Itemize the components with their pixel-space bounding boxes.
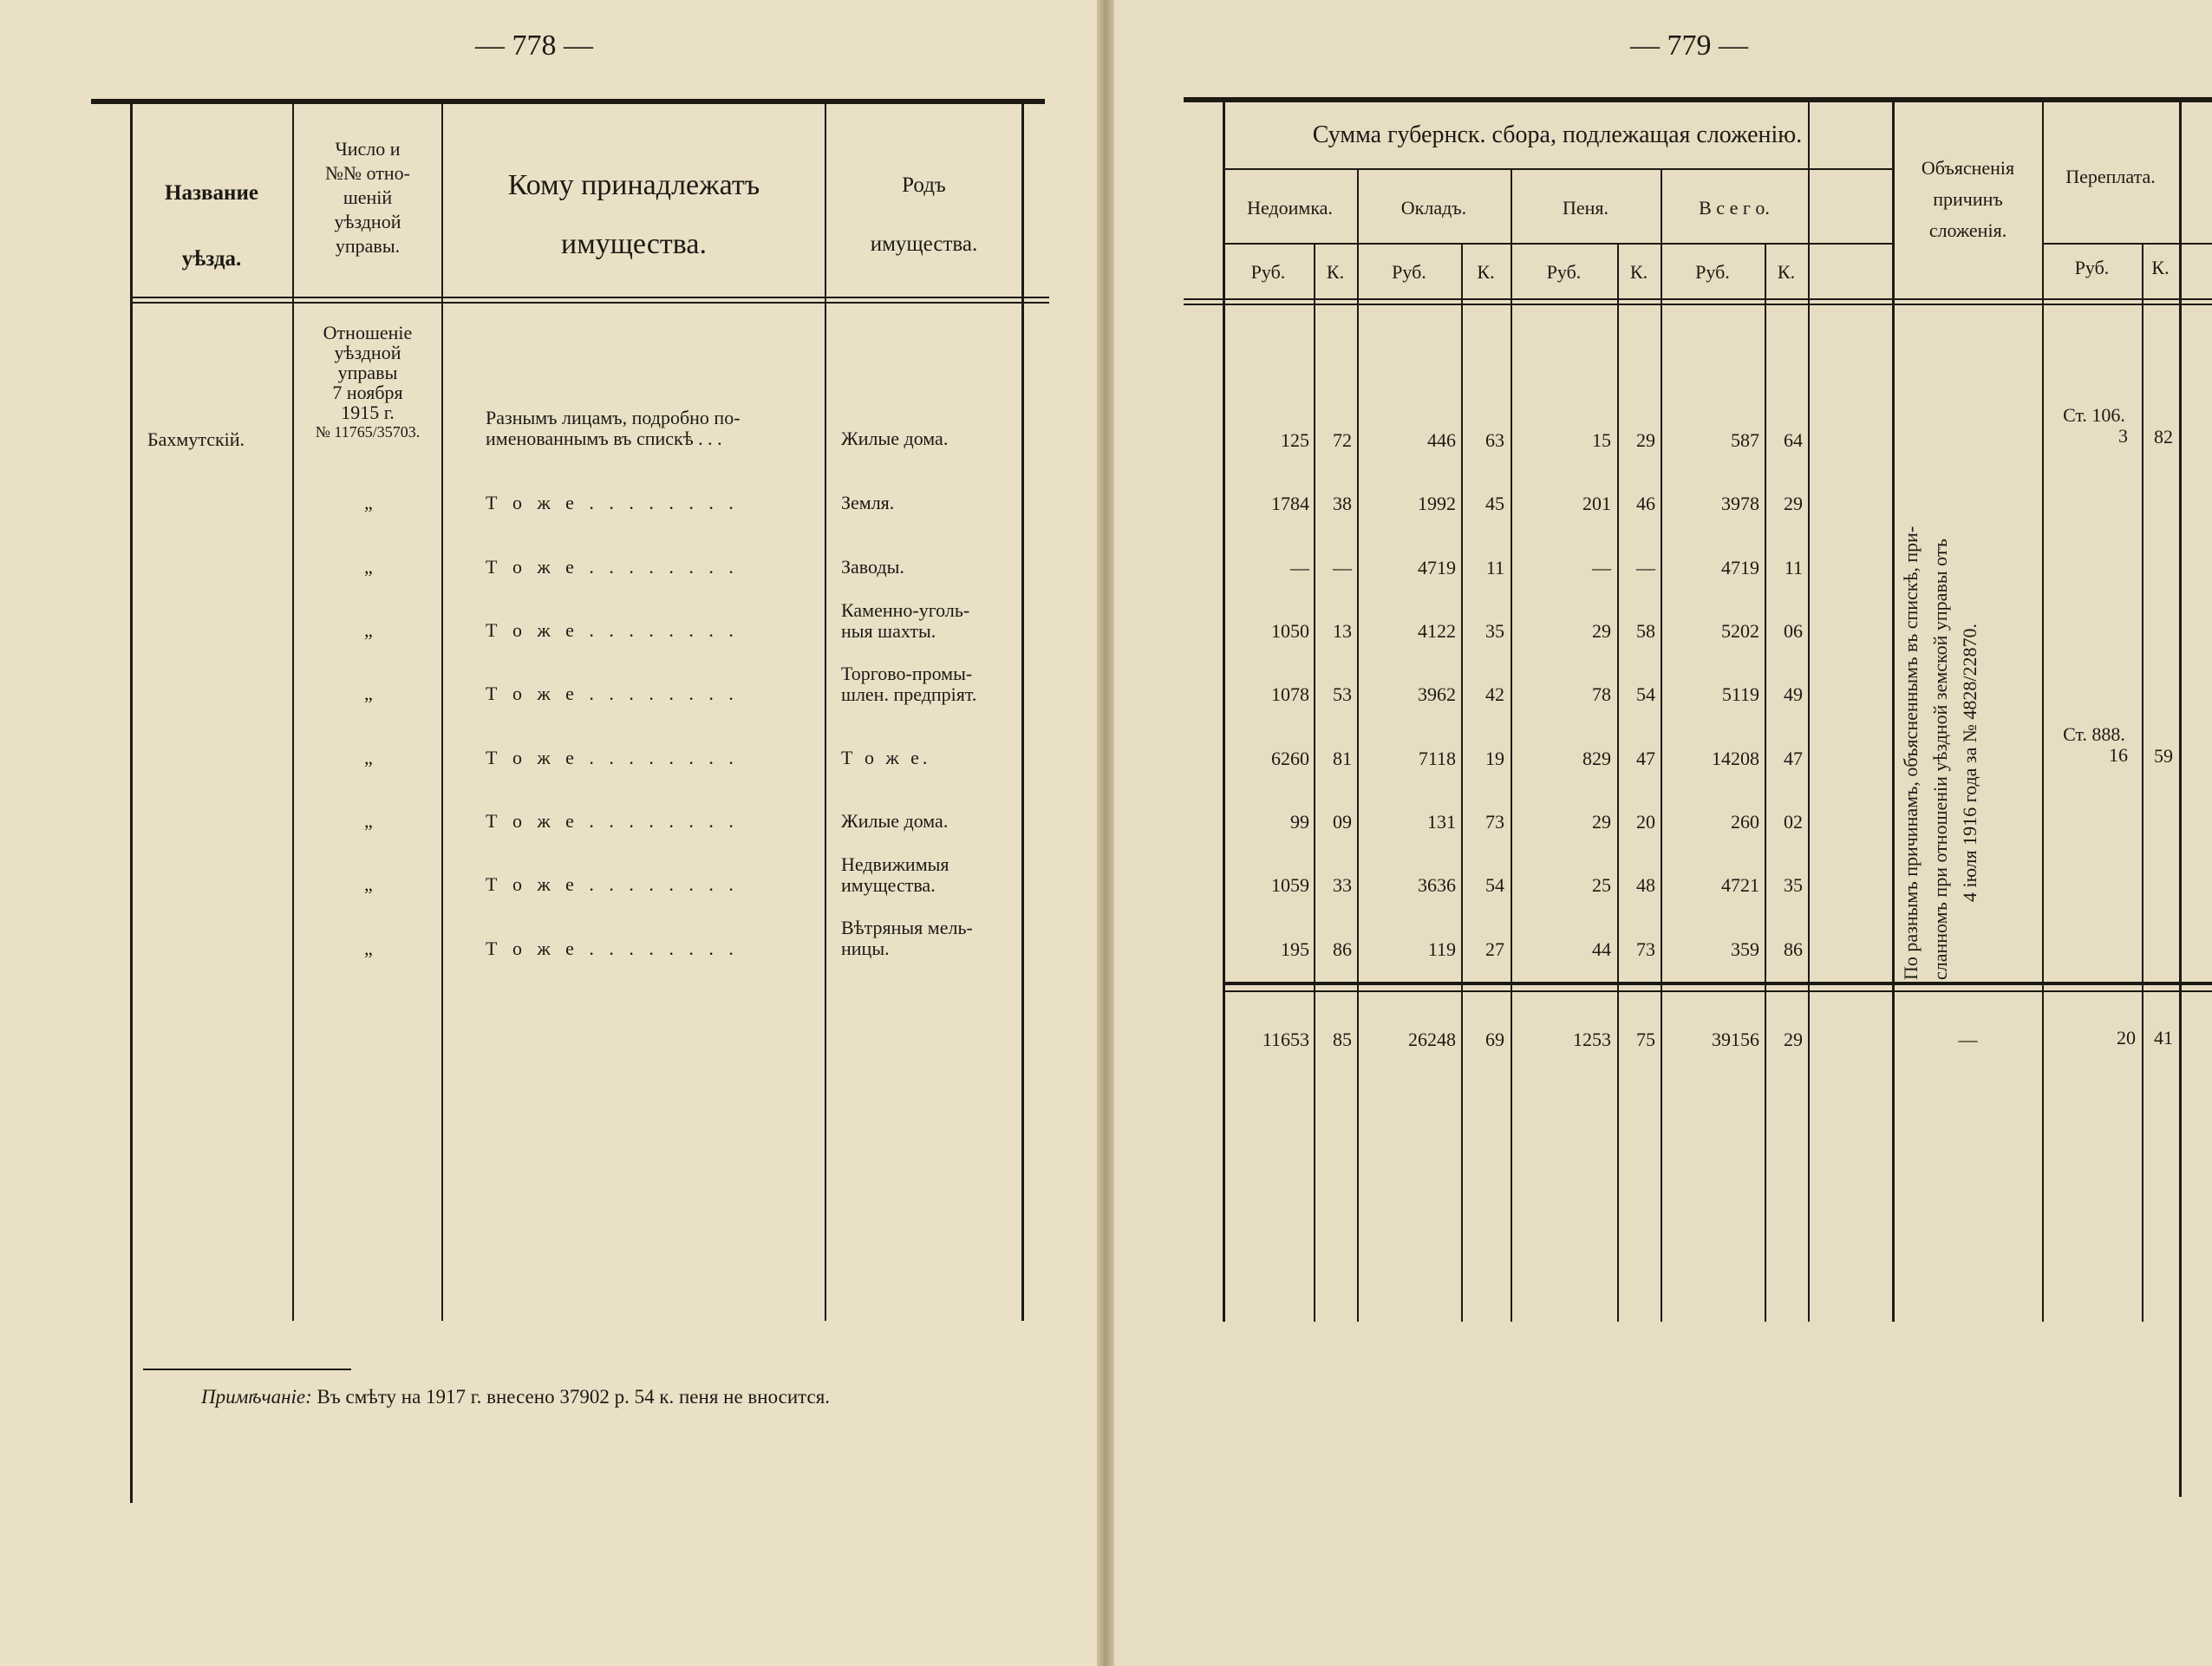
table-cell: 5202: [1721, 620, 1759, 642]
col-rule: [1661, 168, 1662, 1322]
ditto-mark: „: [364, 492, 373, 513]
table-cell: 11: [1784, 557, 1803, 578]
header-rule-2: [130, 302, 1049, 304]
table-cell: 29: [1592, 620, 1611, 642]
table-cell: 1992: [1418, 493, 1456, 514]
table-left-rule-lower: [130, 1321, 133, 1503]
ditto-mark: „: [364, 556, 373, 578]
subheader-kop: К.: [1326, 261, 1345, 283]
subheader-rule: [1223, 243, 1892, 245]
table-cell: 359: [1731, 938, 1759, 960]
county-name: Бахмутскій.: [147, 428, 245, 450]
table-cell: 446: [1427, 429, 1456, 451]
overpay-kop: 59: [2154, 745, 2173, 767]
table-row-kind: Т о ж е.: [841, 747, 931, 768]
table-cell: 02: [1784, 811, 1803, 833]
subheader-kop: К.: [2151, 257, 2170, 278]
table-cell: —: [1333, 557, 1352, 578]
col-rule: [292, 102, 294, 1321]
total-oklad-kop: 69: [1485, 1029, 1504, 1050]
table-cell: 45: [1485, 493, 1504, 514]
table-top-rule: [91, 99, 1045, 104]
subheader-rule: [2042, 243, 2212, 245]
table-cell: 86: [1784, 938, 1803, 960]
table-cell: 3636: [1418, 874, 1456, 896]
table-right-rule: [2179, 101, 2182, 1497]
table-cell: 3962: [1418, 683, 1456, 705]
table-row-owner: Т о ж е . . . . . . . .: [486, 747, 739, 768]
table-cell: 48: [1636, 874, 1655, 896]
table-cell: 119: [1427, 938, 1456, 960]
table-cell: 1050: [1271, 620, 1309, 642]
table-cell: 49: [1784, 683, 1803, 705]
table-cell: 54: [1636, 683, 1655, 705]
relation-cell: Отношеніе уѣздной управы 7 ноября 1915 г. № 11765/35703.: [315, 322, 421, 441]
table-cell: 46: [1636, 493, 1655, 514]
table-right-rule: [1021, 102, 1024, 1321]
ditto-mark: „: [364, 683, 373, 704]
header-kind: Родъ имущества.: [870, 173, 978, 256]
table-cell: 72: [1333, 429, 1352, 451]
table-row-kind: Заводы.: [841, 556, 904, 578]
col-rule: [1892, 101, 1895, 1322]
table-cell: 06: [1784, 620, 1803, 642]
header-group: Сумма губернск. сбора, подлежащая сложенію.: [1312, 121, 1803, 148]
table-cell: 99: [1290, 811, 1309, 833]
table-row-owner: Т о ж е . . . . . . . .: [486, 492, 739, 513]
table-cell: 4122: [1418, 620, 1456, 642]
ditto-mark: „: [364, 938, 373, 959]
subheader-kop: К.: [1777, 261, 1796, 283]
left-page: [0, 0, 1097, 1666]
table-cell: 44: [1592, 938, 1611, 960]
table-row-kind: Торгово-промы- шлен. предпріят.: [841, 663, 977, 705]
table-cell: 14208: [1712, 748, 1759, 769]
table-cell: 1059: [1271, 874, 1309, 896]
col-rule: [1314, 243, 1315, 1322]
overpay-rub: Ст. 888. 16: [2063, 723, 2128, 766]
col-rule: [441, 102, 443, 1321]
header-relation: Число и №№ отно- шеній уѣздной управы.: [325, 138, 410, 257]
col-rule: [2142, 243, 2143, 1322]
ditto-mark: „: [364, 619, 373, 641]
ditto-mark: „: [364, 810, 373, 832]
note-rule: [143, 1369, 351, 1370]
header-rule-2: [1184, 304, 2212, 305]
header-vsego: В с е г о.: [1699, 197, 1770, 219]
col-rule: [2042, 101, 2044, 1322]
total-nedoimka-kop: 85: [1333, 1029, 1352, 1050]
page-number: — 778 —: [475, 29, 593, 62]
table-cell: 73: [1636, 938, 1655, 960]
subheader-kop: К.: [1629, 261, 1648, 283]
table-cell: 27: [1485, 938, 1504, 960]
footnote: Примѣчаніе: Въ смѣту на 1917 г. внесено 37902 р. 54 к. пеня не вносится.: [201, 1386, 831, 1408]
table-cell: 58: [1636, 620, 1655, 642]
table-top-rule: [1184, 97, 2212, 102]
total-overpay-rub: 20: [2117, 1027, 2136, 1049]
subheader-rub: Руб.: [1250, 261, 1286, 283]
table-cell: 829: [1582, 748, 1611, 769]
table-cell: 7118: [1418, 748, 1456, 769]
table-cell: 38: [1333, 493, 1352, 514]
table-cell: 35: [1485, 620, 1504, 642]
table-row-kind: Каменно-уголь- ныя шахты.: [841, 599, 970, 642]
total-penya-rub: 1253: [1573, 1029, 1611, 1050]
table-row-kind: Вѣтряныя мель- ницы.: [841, 917, 973, 959]
table-cell: 29: [1592, 811, 1611, 833]
table-cell: 53: [1333, 683, 1352, 705]
table-row-kind: Земля.: [841, 492, 895, 513]
table-cell: 63: [1485, 429, 1504, 451]
group-rule: [1223, 168, 1892, 170]
table-cell: 64: [1784, 429, 1803, 451]
subheader-kop: К.: [1477, 261, 1495, 283]
table-cell: 6260: [1271, 748, 1309, 769]
table-cell: 33: [1333, 874, 1352, 896]
table-cell: 587: [1731, 429, 1759, 451]
header-explanations: Объясненія причинъ сложенія.: [1921, 157, 2015, 241]
table-cell: 13: [1333, 620, 1352, 642]
table-cell: 4719: [1418, 557, 1456, 578]
table-cell: 47: [1636, 748, 1655, 769]
table-cell: 1784: [1271, 493, 1309, 514]
table-row-owner: Т о ж е . . . . . . . .: [486, 938, 739, 959]
table-cell: 15: [1592, 429, 1611, 451]
header-county: Название уѣзда.: [165, 181, 258, 271]
table-cell: —: [1636, 557, 1655, 578]
table-cell: 78: [1592, 683, 1611, 705]
col-rule: [1617, 243, 1619, 1322]
table-cell: 1078: [1271, 683, 1309, 705]
table-cell: 4721: [1721, 874, 1759, 896]
table-cell: —: [1592, 557, 1611, 578]
total-vsego-rub: 39156: [1712, 1029, 1759, 1050]
table-row-owner: Т о ж е . . . . . . . .: [486, 873, 739, 895]
total-overpay-kop: 41: [2154, 1027, 2173, 1049]
table-cell: 195: [1281, 938, 1309, 960]
header-nedoimka: Недоимка.: [1247, 197, 1333, 219]
overpay-rub: Ст. 106. 3: [2063, 404, 2128, 447]
col-rule: [1357, 168, 1359, 1322]
table-row-owner: Т о ж е . . . . . . . .: [486, 556, 739, 578]
subheader-rub: Руб.: [1695, 261, 1730, 283]
table-cell: 81: [1333, 748, 1352, 769]
table-row-owner: Разнымъ лицамъ, подробно по- именованнымъ въ спискѣ . . .: [486, 407, 741, 449]
total-nedoimka-rub: 11653: [1262, 1029, 1309, 1050]
col-rule: [1808, 101, 1810, 1322]
col-rule: [825, 102, 826, 1321]
subheader-rub: Руб.: [2074, 257, 2110, 278]
table-cell: 29: [1636, 429, 1655, 451]
table-cell: 125: [1281, 429, 1309, 451]
table-cell: 09: [1333, 811, 1352, 833]
table-cell: 5119: [1721, 683, 1759, 705]
overpay-kop: 82: [2154, 426, 2173, 448]
table-cell: 35: [1784, 874, 1803, 896]
table-row-kind: Недвижимыя имущества.: [841, 853, 949, 896]
totals-rule-2: [1223, 990, 2212, 992]
table-row-owner: Т о ж е . . . . . . . .: [486, 683, 739, 704]
page-number: — 779 —: [1630, 29, 1748, 62]
table-cell: 86: [1333, 938, 1352, 960]
table-row-owner: Т о ж е . . . . . . . .: [486, 810, 739, 832]
table-cell: 29: [1784, 493, 1803, 514]
header-owner: Кому принадлежатъ имущества.: [507, 169, 760, 260]
table-cell: 19: [1485, 748, 1504, 769]
ditto-mark: „: [364, 747, 373, 768]
table-row-owner: Т о ж е . . . . . . . .: [486, 619, 739, 641]
header-oklad: Окладъ.: [1400, 197, 1467, 219]
table-cell: 201: [1582, 493, 1611, 514]
table-cell: 131: [1427, 811, 1456, 833]
table-cell: 73: [1485, 811, 1504, 833]
total-penya-kop: 75: [1636, 1029, 1655, 1050]
table-row-kind: Жилые дома.: [841, 428, 949, 449]
ditto-mark: „: [364, 873, 373, 895]
subheader-rub: Руб.: [1546, 261, 1582, 283]
table-cell: 25: [1592, 874, 1611, 896]
col-rule: [1461, 243, 1463, 1322]
total-oklad-rub: 26248: [1408, 1029, 1456, 1050]
header-rule: [1184, 298, 2212, 300]
table-cell: 47: [1784, 748, 1803, 769]
header-overpay: Переплата.: [2065, 166, 2156, 187]
table-cell: 260: [1731, 811, 1759, 833]
table-cell: —: [1290, 557, 1309, 578]
col-rule: [1511, 168, 1512, 1322]
book-spine: [1097, 0, 1114, 1666]
table-cell: 3978: [1721, 493, 1759, 514]
right-page: [1114, 0, 2212, 1666]
table-cell: 4719: [1721, 557, 1759, 578]
col-rule: [1765, 243, 1766, 1322]
table-cell: 54: [1485, 874, 1504, 896]
header-penya: Пеня.: [1562, 197, 1609, 219]
total-explanation: —: [1958, 1029, 1978, 1050]
table-cell: 42: [1485, 683, 1504, 705]
explanation-vertical: По разнымъ причинамъ, объясненнымъ въ спискѣ, при- сланномъ при отношеніи уѣздной земской управы отъ 4 іюля 1916 года за № 4828/22870.: [1900, 526, 1980, 980]
header-rule: [130, 297, 1049, 298]
subheader-rub: Руб.: [1392, 261, 1426, 283]
total-vsego-kop: 29: [1784, 1029, 1803, 1050]
totals-rule: [1223, 982, 2212, 985]
table-cell: 20: [1636, 811, 1655, 833]
table-cell: 11: [1485, 557, 1504, 578]
table-row-kind: Жилые дома.: [841, 810, 949, 832]
